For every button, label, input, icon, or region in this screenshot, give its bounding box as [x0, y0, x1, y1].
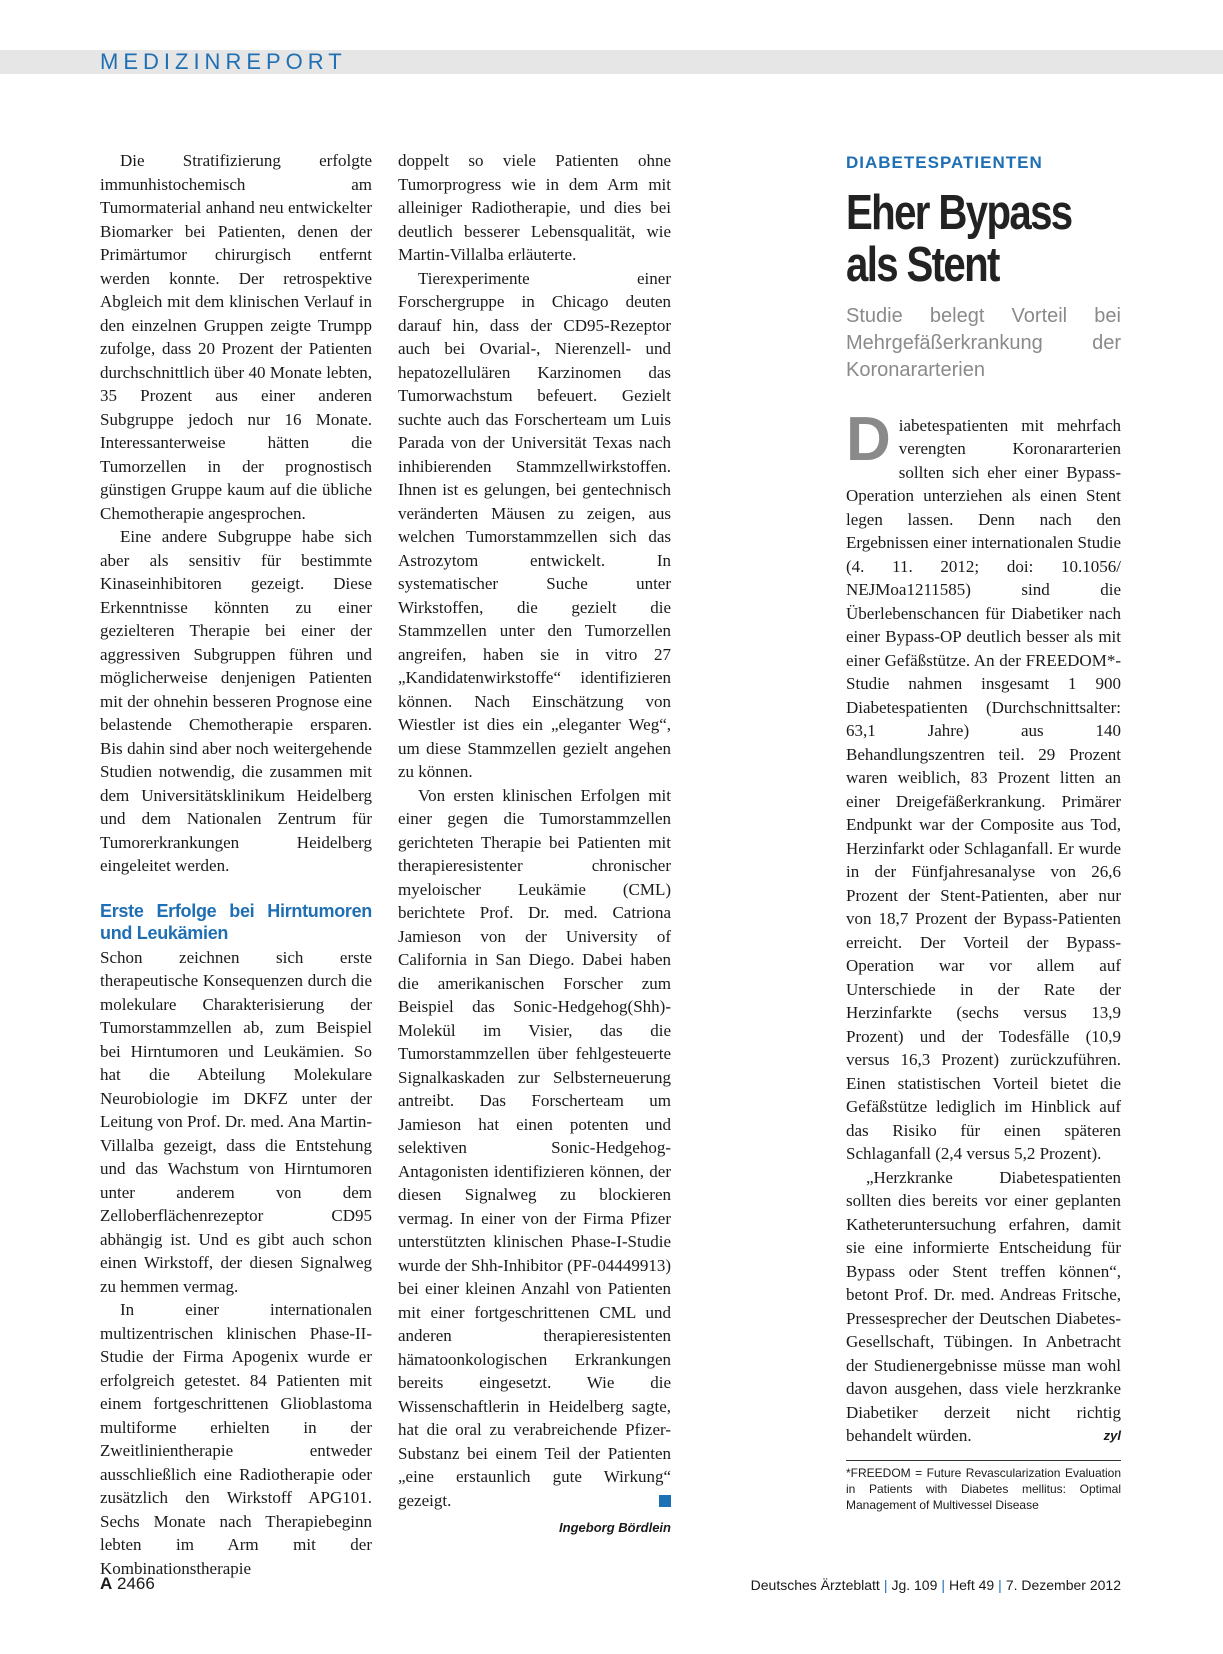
paragraph-text: „Herzkranke Diabetespatienten sollten dies bereits vor einer geplanten Katheteruntersuchung erfahren, damit sie eine informierte Entscheidung für Bypass oder Stent treffen können“, betont Prof. Dr. med. Andreas Fritsche, Pressesprecher der Deutschen Diabetes-Gesellschaft, Tübingen. In Anbetracht der Studienergebnisse müsse man wohl davon ausgehen, dass viele herzkranke Diabetiker derzeit nicht richtig behandelt würden.	[846, 1167, 1121, 1445]
article-body	[846, 404, 1121, 1448]
paragraph: Schon zeichnen sich erste therapeutische Konsequenzen durch die molekulare Charakterisierung der Tumorstammzellen ab, zum Beispiel bei Hirntumoren und Leukämien. So hat die Abteilung Molekulare Neurobiologie im DKFZ unter der Leitung von Prof. Dr. med. Ana Martin-Villalba gezeigt, dass die Entstehung und das Wachstum von Hirntumoren unter anderem von dem Zelloberflächenrezeptor CD95 abhängig ist. Und es gibt auch schon einen Wirkstoff, der diesen Signalweg zu hemmen vermag.	[100, 947, 372, 1296]
column-left	[100, 149, 372, 1580]
article-deck: Studie belegt Vorteil bei Mehrgefäßerkrankung der Koronararterien	[846, 304, 1121, 381]
drop-cap: D	[846, 404, 891, 474]
subheading: Erste Erfolge bei Hirntumoren und Leukämien	[100, 900, 372, 943]
paragraph: In einer internationalen multizentrischen klinischen Phase-II-Studie der Firma Apogenix wurde er erfolgreich getestet. 84 Patienten mit einem fortgeschrittenen Glioblastoma multiforme erhielten in der Zweitlinientherapie entweder ausschließlich eine Radiotherapie oder zusätzlich den Wirkstoff APG101. Sechs Monate nach Therapiebeginn lebten im Arm mit der Kombinationstherapie	[100, 1300, 372, 1578]
end-mark-icon	[659, 1495, 671, 1507]
paragraph: Eine andere Subgruppe habe sich aber als sensitiv für bestimmte Kinaseinhibitoren gezeigt. Diese Erkenntnisse könnten zu einer gezielteren Therapie bei einer der aggressiven Subgruppen führen und möglicherweise denjenigen Patienten mit der ohnehin besseren Prognose eine belastende Chemotherapie ersparen. Bis dahin sind aber noch weitergehende Studien notwendig, die zusammen mit dem Universitätsklinikum Heidelberg und dem Nationalen Zentrum für Tumorerkrankungen Heidelberg eingeleitet werden.	[100, 527, 372, 875]
paragraph-text: iabetespatienten mit mehrfach verengten Koronararterien sollten sich eher einer Bypass-Operation unterziehen als einen Stent legen lassen. Denn nach den Ergebnissen einer internationalen Studie (4. 11. 2012; doi: 10.1056/ NEJMoa1211585) sind die Überlebenschancen für Diabetiker nach einer Bypass-OP deutlich besser als mit einer Gefäßstütze. An der FREEDOM*-Studie nahmen insgesamt 1 900 Diabetespatienten (Durchschnittsalter: 63,1 Jahre) aus 140 Behandlungszentren teil. 29 Prozent waren weiblich, 83 Prozent litten an einer Dreigefäßerkrankung. Primärer Endpunkt war der Composite aus Tod, Herzinfarkt oder Schlaganfall. Er wurde in der Fünfjahresanalyse von 26,6 Prozent der Stent-Patienten, aber nur von 18,7 Prozent der Bypass-Patienten erreicht. Der Vorteil der Bypass-Operation war vor allem auf Unterschiede in der Rate der Herzinfarkte (sechs versus 13,9 Prozent) und der Todesfälle (10,9 versus 16,3 Prozent) zurückzuführen. Einen statistischen Vorteil bietet die Gefäßstütze lediglich im Hinblick auf das Risiko für einen späteren Schlaganfall (2,4 versus 5,2 Prozent).	[846, 415, 1121, 1163]
footnote: *FREEDOM = Future Revascularization Evaluation in Patients with Diabetes mellitus: Optimal Management of Multivessel Disease	[846, 1465, 1121, 1512]
paragraph	[398, 784, 671, 1513]
volume: Jg. 109	[891, 1577, 938, 1593]
column-right	[846, 149, 1121, 1513]
footnote-divider	[846, 1460, 1121, 1461]
issue-date: 7. Dezember 2012	[1005, 1577, 1121, 1593]
issue: Heft 49	[949, 1577, 995, 1593]
column-middle	[398, 149, 671, 1540]
journal-name: Deutsches Ärzteblatt	[750, 1577, 880, 1593]
footer-citation: Deutsches Ärzteblatt | Jg. 109 | Heft 49 | 7. Dezember 2012	[750, 1577, 1121, 1593]
article-kicker: DIABETESPATIENTEN	[846, 153, 1043, 172]
paragraph-text: Von ersten klinischen Erfolgen mit einer gegen die Tumorstammzellen gerichteten Therapie bei Patienten mit therapieresistenter chronischer myeloischer Leukämie (CML) berichtete Prof. Dr. med. Catriona Jamieson von der University of California in San Diego. Dabei haben die amerikanischen Forscher zum Beispiel das Sonic-Hedgehog(Shh)-Molekül im Visier, das die Tumorstammzellen über fehlgesteuerte Signalkaskaden zur Selbsterneuerung antreibt. Das Forscherteam um Jamieson hat einen potenten und selektiven Sonic-Hedgehog-Antagonisten identifizieren können, der diesen Signalweg zu blockieren vermag. In einer von der Firma Pfizer unterstützten klinischen Phase-I-Studie wurde der Shh-Inhibitor (PF-04449913) bei einer kleinen Anzahl von Patienten mit einer fortgeschrittenen CML und anderen therapieresistenten hämatoonkologischen Erkrankungen bereits eingesetzt. Wie die Wissenschaftlerin in Heidelberg sagte, hat die oral zu verabreichende Pfizer-Substanz bei einem Teil der Patienten „eine erstaunlich gute Wirkung“ gezeigt.	[398, 785, 671, 1510]
paragraph: doppelt so viele Patienten ohne Tumorprogress wie in dem Arm mit alleiniger Radiotherapie, und dies bei deutlich besserer Lebensqualität, wie Martin-Villalba erläuterte.	[398, 151, 671, 264]
author-signature: zyl	[1103, 1428, 1121, 1443]
section-title: MEDIZINREPORT	[100, 49, 347, 74]
paragraph	[846, 1166, 1121, 1448]
article-headline: Eher Bypass als Stent	[846, 185, 1072, 292]
paragraph: Tierexperimente einer Forschergruppe in Chicago deuten darauf hin, dass der CD95-Rezeptor auch bei Ovarial-, Nierenzell- und hepatozellulären Karzinomen das Tumorwachstum befeuert. Gezielt suchte auch das Forscherteam um Luis Parada von der Universität Texas nach inhibierenden Stammzellwirkstoffen. Ihnen ist es gelungen, bei gentechnisch veränderten Mäusen zu zeigen, aus welchen Tumorstammzellen sich das Astrozytom entwickelt. In systematischer Suche unter Wirkstoffen, die gezielt die Stammzellen unter den Tumorzellen angreifen, haben sie in vitro 27 „Kandidatenwirkstoffe“ identifizieren können. Nach Einschätzung von Wiestler ist dies ein „eleganter Weg“, um diese Stammzellen gezielt angehen zu können.	[398, 268, 671, 781]
paragraph: Die Stratifizierung erfolgte immunhistochemisch am Tumormaterial anhand neu entwickelter Biomarker bei Patienten, denen der Primärtumor chirurgisch entfernt werden konnte. Der retrospektive Abgleich mit dem klinischen Verlauf in den einzelnen Gruppen zeigte Trumpp zufolge, dass 20 Prozent der Patienten durchschnittlich über 40 Monate lebten, 35 Prozent aus einer anderen Subgruppe jedoch nur 16 Monate. Interessanterweise hätten die Tumorzellen in der prognostisch günstigen Gruppe kaum auf die übliche Chemotherapie angesprochen.	[100, 151, 372, 523]
paragraph	[846, 404, 1121, 1166]
author-byline: Ingeborg Bördlein	[559, 1520, 671, 1535]
page-number: A 2466	[100, 1574, 155, 1593]
